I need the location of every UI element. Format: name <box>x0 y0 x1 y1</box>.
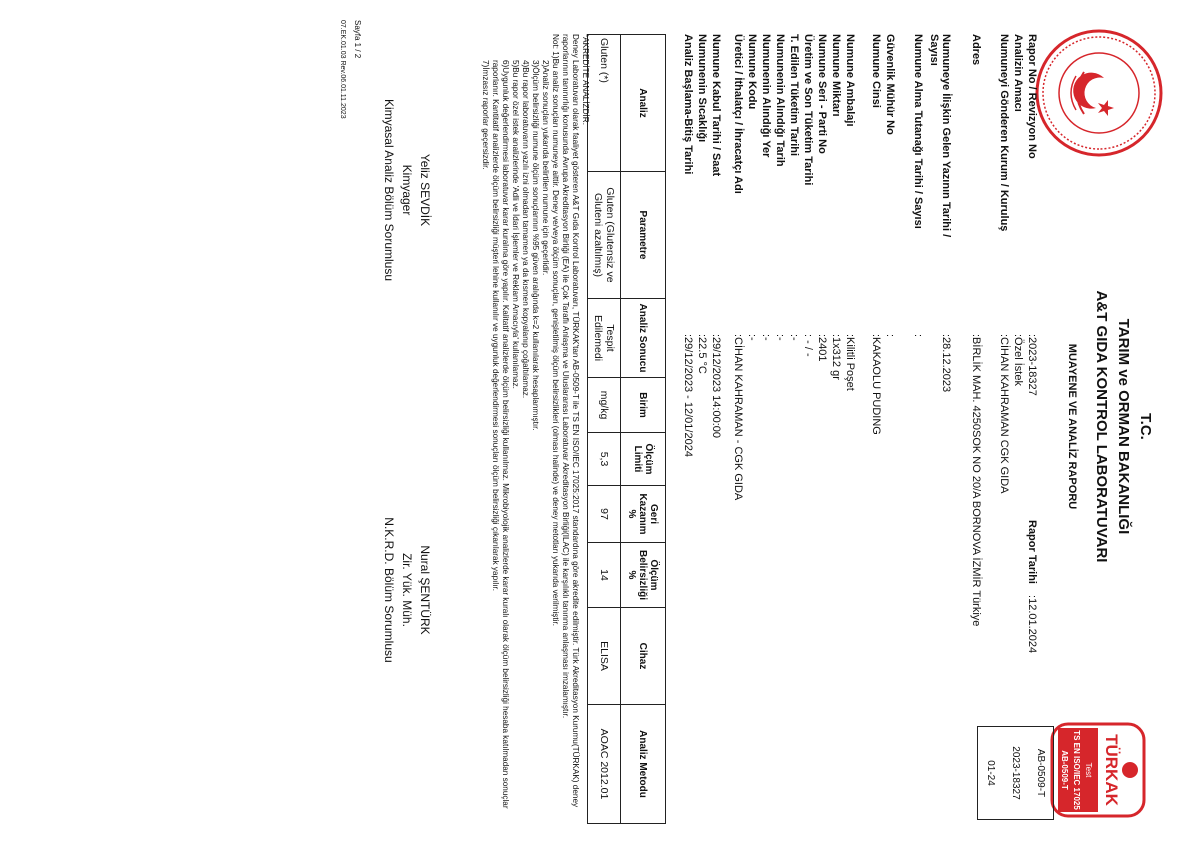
svg-text:AB-0509-T: AB-0509-T <box>1060 750 1069 790</box>
col-parametre: Parametre <box>621 172 666 299</box>
note-5: 5)Bu rapor özel istek analizlerinde 'Adli ve İdari İşlemler ve Reklam Amacıyla' kullanılamaz. <box>511 60 520 389</box>
note-6: 6)Uygunluk değerlendirmesi laboratuvar karar kuralına göre yapılır. Kalitatif analizlerde ölçüm belirsizliği kullanılmaz. Mikrobiyolojik analizlerde karar kuralı olarak ölçüm belirsizliği hesaba katılmadan sonuçlar raporlanır. Kantitatif analizlerde ölçüm belirsizliği müşteri lehine kullanılır ve uygunluk değerlendirmesi sonuçları ölçüm belirsizliği çıkarılarak yapılır. <box>491 60 510 809</box>
turkak-accreditation-logo <box>1050 722 1146 818</box>
note-7: 7)İmzasız raporlar geçersizdir. <box>481 60 490 170</box>
page-number: Sayfa 1 / 2 <box>353 20 362 59</box>
signer-title: Zir. Yük. Müh. <box>400 553 414 627</box>
accreditation-box <box>977 726 1054 820</box>
note-3: 3)Ölçüm belirsizliği numune ölçüm sonuçlarının %95 güven aralığında k=2 kullanılarak hesaplanmıştır. <box>531 60 540 431</box>
col-geri-kazanim: Geri Kazanım % <box>621 486 666 543</box>
report-date: Rapor Tarihi :12.01.2024 <box>1026 520 1038 654</box>
col-metot: Analiz Metodu <box>621 705 666 824</box>
accreditation-report-number: 2023-18327 <box>1010 746 1021 800</box>
header-tc: T.C. <box>1137 413 1154 440</box>
note-accredited: *AKREDİTE ANALİZDİR. <box>581 34 590 125</box>
signer-role: Kimyasal Analiz Bölüm Sorumlusu <box>382 98 396 282</box>
signer-name: Yeliz SEVDİK <box>418 153 432 227</box>
note-accreditation-statement: Deney Laboratuvarı olarak faaliyet gösteren A&T Gıda Kontrol Laboratuvarı, TÜRKAK'tan AB-0509-T ile TS EN ISO/IEC 17025:2017 standardına göre akredite edilmiştir. Türk Akreditasyon Kurumu(TÜRKAK) deney raporlarının tanınırlığı konusunda Avrupa Akreditasyon Birliği (EA) ile Çok Taraflı Anlaşma ve Uluslararası Laboratuvar Akreditasyon Birliği(ILAC) ile karşılıklı tanınma anlaşması imzalamıştır. <box>561 34 580 808</box>
accreditation-issue: 01-24 <box>985 760 996 786</box>
col-sonuc: Analiz Sonucu <box>621 299 666 378</box>
accreditation-number: AB-0509-T <box>1035 748 1046 798</box>
header-ministry: TARIM ve ORMAN BAKANLIĞI <box>1115 318 1132 535</box>
notes-section <box>480 34 590 834</box>
signer-name: Nural ŞENTÜRK <box>418 545 432 635</box>
signature-block-1 <box>380 60 434 320</box>
note-2: 2)Analiz sonuçları yukarıda belirtilen numune için geçerlidir. <box>541 60 550 276</box>
note-1: Not: 1)Bu analiz sonuçları numuneye aittir. Deney ve/veya ölçüm sonuçları, genişletilmiş ölçüm belirsizlikleri (olması halinde) ve deney metotları yukarıda verilmiştir. <box>551 34 560 627</box>
col-analiz: Analiz <box>621 35 666 172</box>
signature-block-2 <box>380 440 434 740</box>
signer-title: Kimyager <box>400 164 414 216</box>
svg-text:TS EN ISO/IEC 17025: TS EN ISO/IEC 17025 <box>1072 730 1081 810</box>
col-belirsizlik: Ölçüm Belirsizliği % <box>621 543 666 608</box>
form-code: 07.EK.01.03 Rev.06.01.11.2023 <box>339 20 346 119</box>
signer-role: N.K.R.D. Bölüm Sorumlusu <box>382 517 396 663</box>
results-header-row <box>621 35 666 824</box>
svg-text:Test: Test <box>1084 762 1093 778</box>
table-row: Gluten (*) Gluten (Glutensiz ve Gluteni azaltılmış) Tespit Edilemedi mg/kg 5,3 97 14 ELISA AOAC 2012.01 <box>588 35 621 824</box>
col-birim: Birim <box>621 378 666 433</box>
report-title: MUAYENE VE ANALİZ RAPORU <box>1066 343 1078 510</box>
results-table <box>587 34 666 824</box>
col-cihaz: Cihaz <box>621 608 666 705</box>
note-4: 4)Bu rapor laboratuvarın yazılı izni olmadan tamamen ya da kısmen kopyalanıp çoğaltılamaz. <box>521 60 530 399</box>
header-laboratory: A&T GIDA KONTROL LABORATUVARI <box>1093 290 1110 563</box>
report-sheet: T.C. TARIM ve ORMAN BAKANLIĞI A&T GIDA KONTROL LABORATUVARI MUAYENE VE ANALİZ RAPORU TÜRKAK Test TS EN ISO/IEC 17025 AB-0509-T AB-0509-T 2023-18327 01-24 Rapor No / Revizyon No :2023-18327 Analizin Amacı :Özel İstek Numuneyi Gönderen Kurum / Kuruluş :CİHAN KAHRAMAN CGK GIDA Adres :BİRLİK MAH. 4250SOK NO 20/A BORNOVA İZMİR Türkiye Numuneye İlişkin Gelen Yazının Tarihi / Sayısı :28.12.2023 Numune Alma Tutanağı Tarihi / Sayısı : Güvenlik Mühür No : Numune Cinsi :KAKAOLU PUDING Numune Ambalajı :Kilitli Poşet Numune Miktarı :1x312 gr Numune Seri - Parti No :2401 Üretim ve Son Tüketim Tarihi : - / - T. Edilen Tüketim Tarihi :- Numunenin Alındığı Tarih :- Numunenin Alındığı Yer :- Numune Kodu :- Üretici / İthalatçı / İhracatçı Adı :CİHAN KAHRAMAN - CGK GIDA Rapor Tarihi :12.01.2024 Analiz Parametre Analiz Sonucu Birim Ölçüm Limiti Geri Kazanım % Ölçüm Belirsizliği % Cihaz Analiz Metodu Gluten (*) Gluten (Glutensiz ve Gluteni azaltılmış) Tespit Edilemedi mg/kg 5,3 97 14 ELISA AOAC 2012.01 Numune Kabul Tarihi / Saat :29/12/2023 14:00:00 Numunenin Sıcaklığı :22.5 °C Analiz Başlama-Bitiş Tarihi :29/12/2023 - 12/01/2024 *AKREDİTE ANALİZDİR. Deney Laboratuvarı olarak faaliyet gösteren A&T Gıda Kontrol Laboratuvarı, TÜRKAK'tan AB-0509-T ile TS EN ISO/IEC 17025:2017 standardına göre akredite edilmiştir. Türk Akreditasyon Kurumu(TÜRKAK) deney raporlarının tanınırlığı konusunda Avrupa Akreditasyon Birliği (EA) ile Çok Taraflı Anlaşma ve Uluslararası Laboratuvar Akreditasyon Birliği(ILAC) ile karşılıklı tanınma anlaşması imzalamıştır. Not: 1)Bu analiz sonuçları numuneye aittir. Deney ve/veya ölçüm sonuçları, genişletilmiş ölçüm belirsizlikleri (olması halinde) ve deney metotları yukarıda verilmiştir. 2)Analiz sonuçları yukarıda belirtilen numune için geçerlidir. 3)Ölçüm belirsizliği numune ölçüm sonuçlarının %95 güven aralığında k=2 kullanılarak hesaplanmıştır. 4)Bu rapor laboratuvarın yazılı izni olmadan tamamen ya da kısmen kopyalanıp çoğaltılamaz. 5)Bu rapor özel istek analizlerinde 'Adli ve İdari İşlemler ve Reklam Amacıyla' kullanılamaz. 6)Uygunluk değerlendirmesi laboratuvar karar kuralına göre yapılır. Kalitatif analizlerde ölçüm belirsizliği kullanılmaz. Mikrobiyolojik analizlerde karar kuralı olarak ölçüm belirsizliği hesaba katılmadan sonuçlar raporlanır. Kantitatif analizlerde ölçüm belirsizliği müşteri lehine kullanılır ve uygunluk değerlendirmesi sonuçları ölçüm belirsizliği çıkarılarak yapılır. 7)İmzasız raporlar geçersizdir. Yeliz SEVDİK Kimyager Kimyasal Analiz Bölüm Sorumlusu Nural ŞENTÜRK Zir. Yük. Müh. N.K.R.D. Bölüm Sorumlusu Sayfa 1 / 2 07.EK.01.03 Rev.06.01.11.2023 <box>0 0 1182 853</box>
col-olcum-limiti: Ölçüm Limiti <box>621 433 666 486</box>
svg-text:TÜRKAK: TÜRKAK <box>1102 734 1121 806</box>
